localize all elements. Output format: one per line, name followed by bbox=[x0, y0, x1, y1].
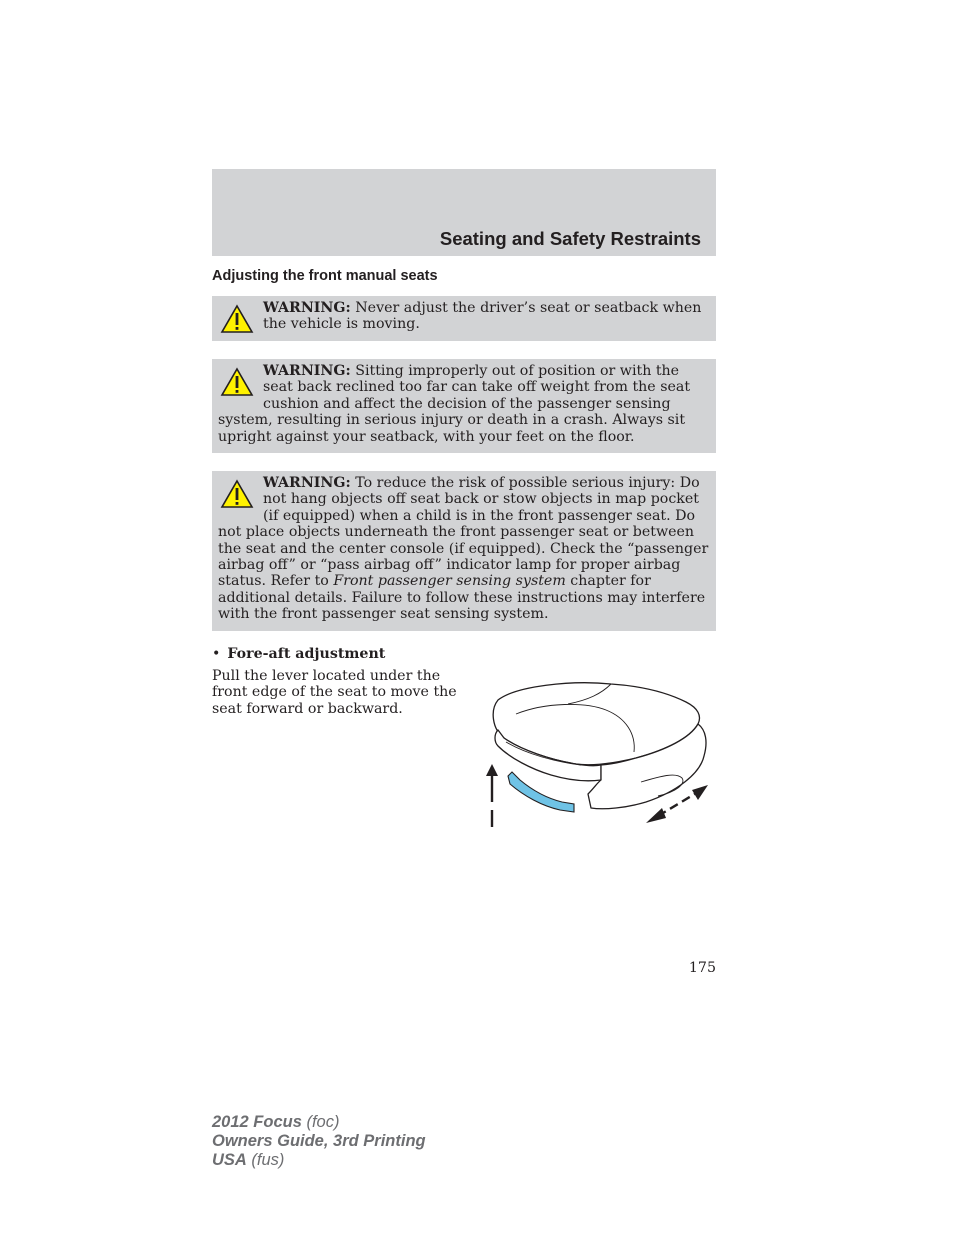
page-number: 175 bbox=[688, 960, 716, 976]
warning-label: WARNING: bbox=[263, 475, 351, 491]
bullet-heading bbox=[212, 646, 385, 662]
warning-triangle-icon bbox=[220, 304, 254, 334]
warning-text: Sitting improperly out of position or with the seat back reclined too far can take off weight from the seat cushion and affect the decision of the passenger sensing system, resulting in serious injury or death in a crash. Always sit upright against your seatback, with your feet on the floor. bbox=[218, 363, 691, 445]
section-title: Seating and Safety Restraints bbox=[439, 228, 701, 249]
warning-box-2 bbox=[212, 359, 716, 453]
footer-imprint bbox=[212, 1113, 426, 1170]
warning-triangle-icon bbox=[220, 479, 254, 509]
chapter-reference: Front passenger sensing system bbox=[333, 573, 566, 590]
footer-market: USA bbox=[212, 1151, 247, 1169]
warning-label: WARNING: bbox=[263, 300, 351, 316]
instruction-paragraph: Pull the lever located under the front edge of the seat to move the seat forward or backward. bbox=[212, 668, 457, 717]
warning-text-continued: chapter for additional details. Failure to follow these instructions may interfere with the front passenger seat sensing system. bbox=[218, 573, 706, 623]
warning-text: To reduce the risk of possible serious injury: Do not hang objects off seat back or stow objects in map pocket (if equipped) when a child is in the front passenger seat. Do not place objects underneath the front passenger seat or between the seat and the center console (if equipped). Check the “passenger airbag off” or “pass airbag off” indicator lamp for proper airbag status. Refer to bbox=[218, 475, 709, 590]
warning-box-3 bbox=[212, 471, 716, 631]
footer-model: 2012 Focus bbox=[212, 1113, 302, 1131]
bullet-title: Fore-aft adjustment bbox=[227, 646, 386, 662]
warning-box-1 bbox=[212, 296, 716, 341]
warning-triangle-icon bbox=[220, 367, 254, 397]
footer-market-code: (fus) bbox=[246, 1151, 285, 1169]
footer-guide: Owners Guide, 3rd Printing bbox=[212, 1132, 426, 1150]
warning-text: Never adjust the driver’s seat or seatback when the vehicle is moving. bbox=[263, 300, 702, 333]
warning-label: WARNING: bbox=[263, 363, 351, 379]
bullet-marker: • bbox=[212, 646, 221, 662]
footer-model-code: (foc) bbox=[301, 1113, 340, 1131]
seat-adjustment-illustration bbox=[476, 672, 716, 832]
subsection-title: Adjusting the front manual seats bbox=[212, 268, 438, 284]
section-header-band bbox=[212, 169, 716, 256]
